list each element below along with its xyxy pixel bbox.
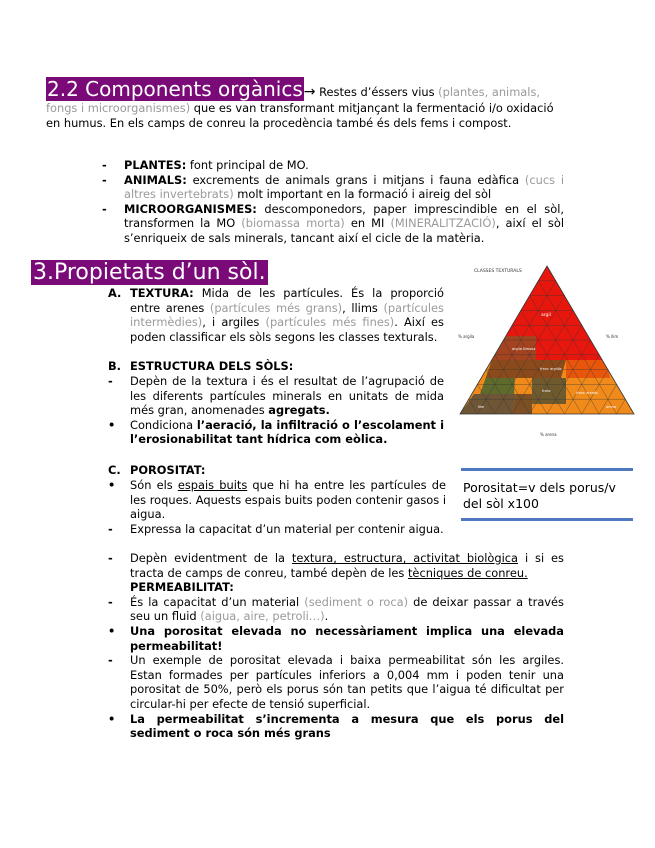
label-c: C. xyxy=(108,463,121,477)
permeabilitat-list-item xyxy=(108,624,564,653)
text-run: MICROORGANISMES: xyxy=(124,201,257,216)
text-run: descomponedors, paper imprescindible en el sòl, transformen la MO xyxy=(124,201,564,231)
region-label-arena: arena xyxy=(606,405,617,409)
text-run: excrements de animals grans i mitjans i fauna edàfica xyxy=(186,172,525,187)
region-label-argila-llimosa: argila llimosa xyxy=(512,347,536,351)
region-label-franc-argilos: franc argilós xyxy=(540,367,562,371)
text-run: . xyxy=(324,609,329,624)
region-label-llim: llim xyxy=(478,405,485,409)
list-marker: • xyxy=(108,711,116,726)
text-run: (MINERALITZACIÓ) xyxy=(390,216,496,231)
region-label-franc: franc xyxy=(542,389,551,393)
text-run: font principal de MO. xyxy=(186,158,309,172)
heading-propietats: 3.Propietats d’un sòl. xyxy=(33,260,266,285)
text-run: Són els xyxy=(130,478,178,492)
section-propietats xyxy=(31,259,268,286)
formula-bottom-rule xyxy=(461,518,633,521)
estructura-title: ESTRUCTURA DELS SÒLS: xyxy=(130,359,294,373)
list-marker: - xyxy=(102,172,107,187)
list-marker: - xyxy=(108,594,113,609)
permeabilitat-list-item xyxy=(108,712,564,741)
list-marker: - xyxy=(108,551,113,565)
components-intro xyxy=(46,77,566,130)
text-run: molt important en la formació i aireig del sòl xyxy=(233,187,492,202)
list-marker: - xyxy=(108,374,113,388)
text-run: (partícules intermèdies) xyxy=(130,300,444,330)
porositat-list-b xyxy=(108,551,564,741)
item-a-textura xyxy=(108,286,444,344)
estructura-list xyxy=(108,374,444,447)
item-b-estructura xyxy=(108,359,444,374)
list-marker: - xyxy=(102,201,107,216)
porositat-title: POROSITAT: xyxy=(130,463,206,477)
diagram-title: CLASSES TEXTURALS xyxy=(474,269,522,274)
components-list xyxy=(102,158,564,246)
permeabilitat-list-item xyxy=(108,653,564,711)
textura-text xyxy=(130,286,444,344)
text-run: Restes d’éssers vius xyxy=(319,85,439,99)
section-components-organics xyxy=(46,77,566,130)
text-run: textura, estructura, activitat biològica xyxy=(291,551,519,565)
text-run: Condiciona xyxy=(130,417,197,432)
text-run: Expressa la capacitat d’un material per contenir aigua. xyxy=(130,521,444,536)
text-run: i si es tracta de camps de conreu, també depèn de les xyxy=(130,551,564,580)
text-run: . Així es poden classificar els sòls segons les classes texturals. xyxy=(130,315,444,344)
text-run: TEXTURA: xyxy=(130,286,194,300)
text-run: PLANTES: xyxy=(124,158,187,172)
text-run: Mida de les partícules. És la proporció entre arenes xyxy=(130,286,444,315)
text-run: agregats. xyxy=(268,403,330,418)
label-a: A. xyxy=(108,286,122,300)
region-label-argil: argil xyxy=(541,313,551,318)
arrow-icon: → xyxy=(303,84,316,100)
silt-loam-region xyxy=(460,394,516,414)
heading-components-organics: 2.2 Components orgànics xyxy=(47,77,303,101)
porositat-list-item xyxy=(108,478,446,522)
list-marker: - xyxy=(108,653,113,668)
estructura-list-item xyxy=(108,418,444,447)
list-marker: • xyxy=(108,417,116,432)
text-run: , llims xyxy=(342,300,384,315)
porositat-list-item xyxy=(108,522,446,537)
texture-triangle-diagram xyxy=(456,258,641,448)
porositat-list-a xyxy=(108,478,446,536)
text-run: Depèn evidentment de la xyxy=(130,551,292,565)
list-marker: • xyxy=(108,623,116,638)
text-run: (aigua, aire, petroli…) xyxy=(200,609,325,624)
text-run: que hi ha entre les partícules de les roques. Aquests espais buits poden contenir gasos i aigua. xyxy=(130,478,447,522)
region-label-franc-arenos: franc arenós xyxy=(576,391,598,395)
list-marker: - xyxy=(108,521,113,536)
permeabilitat-list-item xyxy=(108,595,564,624)
components-list-item xyxy=(102,173,564,202)
text-run: , així el sòl s’enriqueix de sals minerals, tancant així el cicle de la matèria. xyxy=(124,216,564,245)
text-run: (partícules més grans) xyxy=(209,300,343,315)
text-run: Una porositat elevada no necessàriament implica una elevada permeabilitat! xyxy=(130,623,564,653)
text-run: (biomassa morta) xyxy=(241,216,345,231)
axis-label-argila: % argila xyxy=(458,334,475,339)
text-run: tècniques de conreu. xyxy=(407,565,528,580)
text-run: La permeabilitat s’incrementa a mesura que els porus del sediment o roca són més grans xyxy=(130,711,564,741)
text-run: Depèn de la textura i és el resultat de l’agrupació de les diferents partícules minerals en unitats de mida més gran, anomenades xyxy=(130,374,444,418)
permeabilitat-title: PERMEABILITAT: xyxy=(130,580,234,595)
text-run: És la capacitat d’un material xyxy=(130,594,305,609)
estructura-list-item xyxy=(108,374,444,418)
axis-label-arena: % arena xyxy=(540,432,557,437)
text-run: ANIMALS: xyxy=(124,172,187,187)
text-run: Un exemple de porositat elevada i baixa permeabilitat són les argiles. Estan formades per partícules inferiors a 0,004 mm i poden tenir una porositat de 50%, però els porus són tan petits que l’aigua té dificultat per circular-hi per efecte de tensió superficial. xyxy=(130,653,564,711)
text-run: (partícules més fines) xyxy=(265,315,395,330)
formula-text: Porositat=v dels porus/v del sòl x100 xyxy=(463,480,616,511)
text-run: en MI xyxy=(344,216,391,231)
components-list-item xyxy=(102,158,564,173)
label-b: B. xyxy=(108,359,122,373)
porositat-list-item xyxy=(108,551,564,580)
text-run: (cucs i altres invertebrats) xyxy=(124,172,564,202)
list-marker: - xyxy=(102,158,107,172)
formula-top-rule xyxy=(461,468,633,471)
text-run: , i argiles xyxy=(202,315,266,330)
text-run: (plantes, animals, fongs i microorganismes) xyxy=(46,85,541,115)
texture-triangle-svg xyxy=(456,258,641,448)
item-c-porositat xyxy=(108,463,444,478)
text-run: (sediment o roca) xyxy=(304,594,409,609)
components-list-item xyxy=(102,202,564,246)
text-run: l’aeració, la infiltració o l’escolament i l’erosionabilitat tant hídrica com eòlica. xyxy=(130,417,444,447)
text-run: que es van transformant mitjançant la fermentació i/o oxidació en humus. En els camps de conreu la procedència també és dels fems i compost. xyxy=(46,101,554,130)
text-run: de deixar passar a través seu un fluid xyxy=(130,594,564,624)
list-marker: • xyxy=(108,478,116,492)
axis-label-llim: % llim xyxy=(606,334,619,339)
text-run: espais buits xyxy=(177,478,248,492)
